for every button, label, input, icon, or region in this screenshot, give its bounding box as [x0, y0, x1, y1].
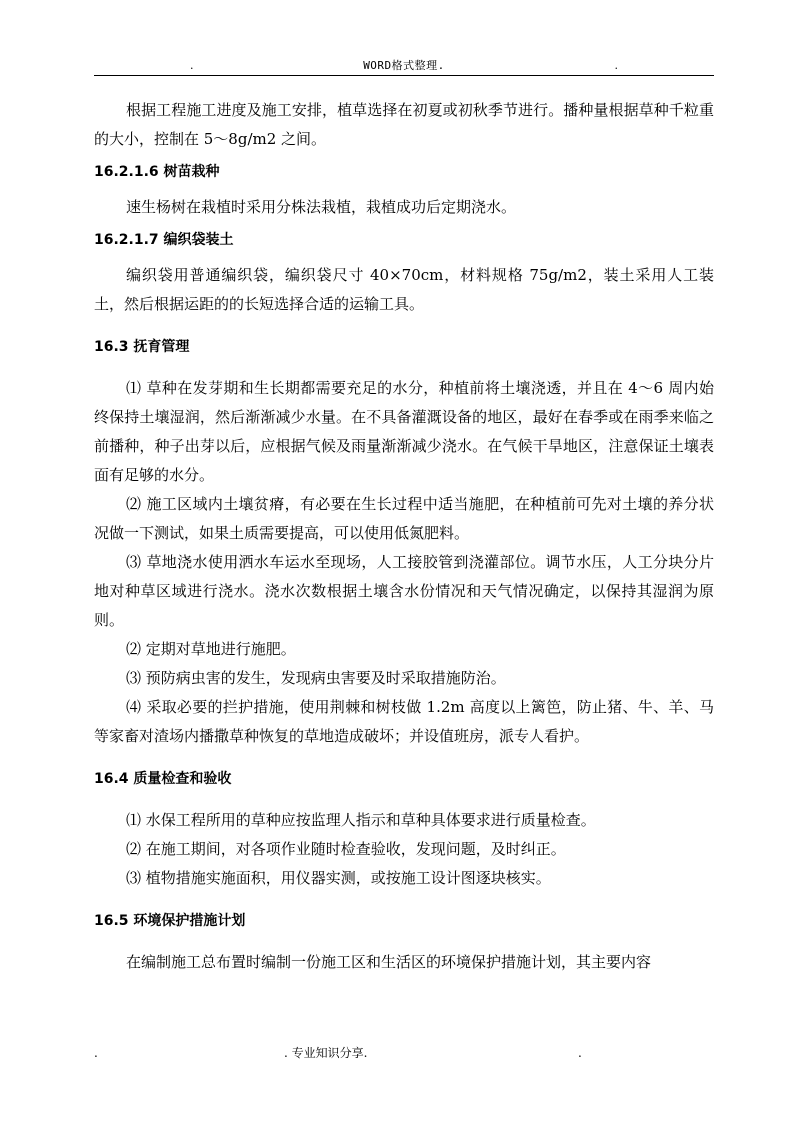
- paragraph-maintenance-4: ⑵ 定期对草地进行施肥。: [126, 640, 296, 658]
- paragraph-maintenance-3: ⑶ 草地浇水使用洒水车运水至现场，人工接胶管到浇灌部位。调节水压，人工分块分片地对种草区域进行浇水。浇水次数根据土壤含水份情况和天气情况确定，以保持其湿润为原则。: [94, 553, 714, 629]
- header-title: WORD格式整理.: [363, 59, 445, 72]
- paragraph-seeding-schedule: 根据工程施工进度及施工安排，植草选择在初夏或初秋季节进行。播种量根据草种千粒重的大小，控制在 5～8g/m2 之间。: [94, 101, 714, 148]
- paragraph-maintenance-5: ⑶ 预防病虫害的发生，发现病虫害要及时采取措施防治。: [126, 669, 506, 687]
- paragraph-tree-planting: 速生杨树在栽植时采用分株法栽植，栽植成功后定期浇水。: [126, 198, 517, 216]
- paragraph-environment-plan: 在编制施工总布置时编制一份施工区和生活区的环境保护措施计划，其主要内容: [126, 953, 652, 971]
- section-heading-16-2-1-7: 16.2.1.7 编织袋装土: [94, 232, 234, 248]
- paragraph-quality-2: ⑵ 在施工期间，对各项作业随时检查验收，发现问题，及时纠正。: [126, 840, 566, 858]
- header-dot-right: .: [614, 59, 618, 72]
- section-heading-16-4: 16.4 质量检查和验收: [94, 771, 232, 787]
- paragraph-woven-bags: 编织袋用普通编织袋，编织袋尺寸 40×70cm，材料规格 75g/m2，装土采用人工装土，然后根据运距的的长短选择合适的运输工具。: [94, 266, 714, 313]
- paragraph-maintenance-2: ⑵ 施工区域内土壤贫瘠，有必要在生长过程中适当施肥，在种植前可先对土壤的养分状况做一下测试，如果土质需要提高，可以使用低氮肥料。: [94, 495, 714, 542]
- section-heading-16-3: 16.3 抚育管理: [94, 339, 190, 355]
- section-heading-16-2-1-6: 16.2.1.6 树苗栽种: [94, 164, 220, 180]
- footer-dot-left: .: [94, 1046, 98, 1060]
- header-dot-left: .: [190, 59, 194, 72]
- section-heading-16-5: 16.5 环境保护措施计划: [94, 913, 246, 929]
- page-footer: [94, 1044, 714, 1064]
- page-header: [94, 55, 714, 76]
- paragraph-maintenance-6: ⑷ 采取必要的拦护措施，使用荆棘和树枝做 1.2m 高度以上篱笆，防止猪、牛、羊、马等家畜对渣场内播撒草种恢复的草地造成破坏；并设值班房，派专人看护。: [94, 698, 714, 745]
- paragraph-quality-3: ⑶ 植物措施实施面积，用仪器实测，或按施工设计图逐块核实。: [126, 869, 551, 887]
- paragraph-maintenance-1: ⑴ 草种在发芽期和生长期都需要充足的水分，种植前将土壤浇透，并且在 4～6 周内始终保持土壤湿润，然后渐渐减少水量。在不具备灌溉设备的地区，最好在春季或在雨季来临之前播种，种子出芽以后，应根据气候及雨量渐渐减少浇水。在气候干旱地区，注意保证土壤表面有足够的水分。: [94, 379, 714, 484]
- footer-dot-right: .: [578, 1046, 582, 1060]
- footer-text: . 专业知识分享.: [284, 1046, 368, 1060]
- document-body: [94, 96, 714, 977]
- paragraph-quality-1: ⑴ 水保工程所用的草种应按监理人指示和草种具体要求进行质量检查。: [126, 811, 596, 829]
